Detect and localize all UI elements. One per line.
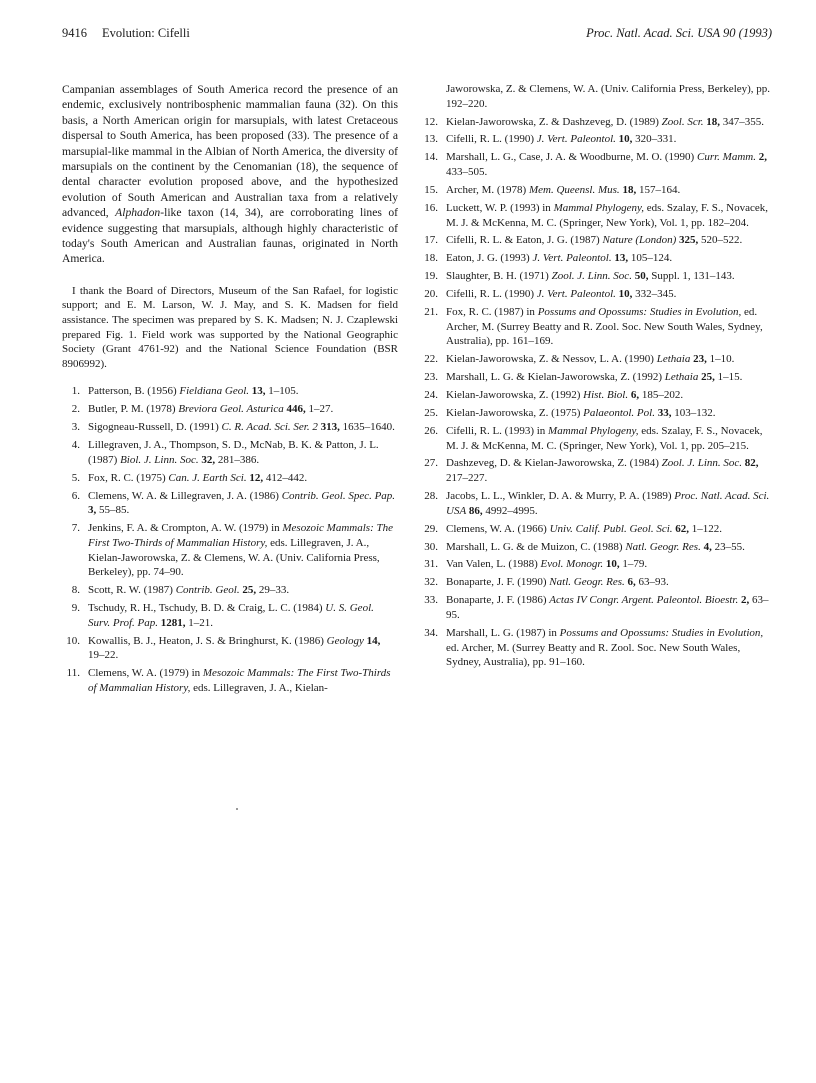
reference-pages: 520–522. xyxy=(698,234,743,247)
reference-authors: Archer, M. (1978) xyxy=(446,183,529,196)
reference-pages: 1–122. xyxy=(689,522,723,535)
reference-journal: Geology xyxy=(326,634,364,647)
reference-number: 6. xyxy=(71,489,80,502)
reference-item xyxy=(420,626,776,670)
reference-authors: Marshall, L. G. & de Muizon, C. (1988) xyxy=(446,540,626,553)
reference-journal: Zool. J. Linn. Soc. xyxy=(551,270,632,283)
reference-number: 28. xyxy=(424,490,438,503)
reference-journal: Fieldiana Geol. xyxy=(179,385,250,398)
reference-continuation xyxy=(420,82,776,111)
reference-number: 13. xyxy=(424,133,438,146)
reference-pages: 157–164. xyxy=(636,183,681,196)
reference-pages: 19–22. xyxy=(88,649,119,662)
reference-authors: Bonaparte, J. F. (1990) xyxy=(446,576,550,589)
reference-pages: 63–93. xyxy=(635,576,669,589)
reference-authors: Marshall, L. G. (1987) in xyxy=(446,626,560,639)
reference-pages: 332–345. xyxy=(632,288,677,301)
reference-authors: Scott, R. W. (1987) xyxy=(88,584,176,597)
journal-citation: Proc. Natl. Acad. Sci. USA 90 (1993) xyxy=(586,26,772,40)
reference-volume: 23, xyxy=(690,353,707,366)
reference-pages: 185–202. xyxy=(639,389,684,402)
reference-pages: 1–21. xyxy=(185,616,213,629)
body-text: -like taxon (14, 34), are corroborating lines of evidence suggesting that marsupials, although highly characteristic of today's South American and Australian faunas, originated in North America. xyxy=(62,206,398,266)
reference-item xyxy=(420,183,776,198)
reference-volume: 82, xyxy=(742,457,759,470)
reference-number: 24. xyxy=(424,389,438,402)
reference-authors: Slaughter, B. H. (1971) xyxy=(446,270,552,283)
reference-authors: Cifelli, R. L. (1993) in xyxy=(446,424,549,437)
reference-pages: 55–85. xyxy=(96,504,130,517)
reference-authors: Kielan-Jaworowska, Z. (1992) xyxy=(446,389,584,402)
reference-volume: 25, xyxy=(698,371,715,384)
reference-item xyxy=(62,583,398,598)
reference-pages: 1–10. xyxy=(706,353,735,366)
right-column xyxy=(420,82,776,673)
reference-item xyxy=(62,634,398,663)
reference-number: 34. xyxy=(424,626,438,639)
reference-pages: eds. Szalay, F. S., Novacek, M. J. & McKenna, M. C. (Springer, New York), Vol. 1, pp. 182–204. xyxy=(446,201,768,229)
reference-number: 17. xyxy=(424,234,438,247)
reference-volume: 1281, xyxy=(157,616,186,629)
reference-journal: Breviora Geol. Asturica xyxy=(178,403,284,416)
reference-number: 27. xyxy=(424,457,438,470)
reference-journal: Contrib. Geol. Spec. Pap. xyxy=(281,489,396,502)
reference-list-right xyxy=(420,82,776,670)
reference-item xyxy=(420,233,776,248)
reference-authors: Jenkins, F. A. & Crompton, A. W. (1979) in xyxy=(88,522,283,535)
reference-pages: eds. Szalay, F. S., Novacek, M. J. & McKenna, M. C. (Springer, New York), Vol. 1, pp. 205–215. xyxy=(446,424,763,452)
reference-item xyxy=(62,402,398,417)
reference-volume: 18, xyxy=(703,115,721,128)
reference-journal: Actas IV Congr. Argent. Paleontol. Bioestr. xyxy=(549,594,739,607)
reference-volume: 10, xyxy=(615,133,633,146)
reference-pages: 347–355. xyxy=(720,115,765,128)
reference-authors: Bonaparte, J. F. (1986) xyxy=(446,594,550,607)
reference-journal: Lethaia xyxy=(656,353,691,366)
reference-item xyxy=(420,201,776,230)
reference-number: 10. xyxy=(66,634,80,647)
reference-volume: 446, xyxy=(283,403,306,416)
reference-authors: Clemens, W. A. & Lillegraven, J. A. (1986) xyxy=(88,489,282,502)
reference-item xyxy=(420,115,776,130)
reference-journal: Nature (London) xyxy=(602,234,677,247)
reference-number: 31. xyxy=(424,558,438,571)
reference-number: 5. xyxy=(71,471,80,484)
reference-journal: Lethaia xyxy=(664,371,699,384)
reference-item xyxy=(420,575,776,590)
reference-volume: 18, xyxy=(619,183,637,196)
reference-volume: 2, xyxy=(755,151,767,164)
reference-item xyxy=(62,666,398,695)
reference-authors: Kielan-Jaworowska, Z. & Nessov, L. A. (1990) xyxy=(446,353,657,366)
reference-pages: 4992–4995. xyxy=(482,504,538,517)
reference-item xyxy=(420,388,776,403)
reference-journal: J. Vert. Paleontol. xyxy=(532,252,612,265)
reference-journal: Mem. Queensl. Mus. xyxy=(528,183,620,196)
reference-volume: 10, xyxy=(615,288,633,301)
reference-item xyxy=(62,438,398,467)
reference-item xyxy=(420,132,776,147)
reference-authors: Eaton, J. G. (1993) xyxy=(446,252,533,265)
body-text: Campanian assemblages of South America record the presence of an endemic, exclusively nontribosphenic mammalian fauna (32). On this basis, a North American origin for marsupials, with latest Cretaceous dispersal to South America, has been proposed (33). The presence of a marsupial-like mammal in the Albian of North America, the diversity of marsupials on the continent by the Cenomanian (18), the sequence of dental character evolution proposed above, and the hypothesized evolution of South American and Australian taxa from a relatively advanced, xyxy=(62,83,398,220)
reference-number: 33. xyxy=(424,594,438,607)
reference-item xyxy=(420,370,776,385)
reference-volume: 13, xyxy=(249,385,266,398)
reference-pages: 29–33. xyxy=(256,584,290,597)
reference-authors: Dashzeveg, D. & Kielan-Jaworowska, Z. (1984) xyxy=(446,457,662,470)
reference-volume: 62, xyxy=(672,522,690,535)
reference-item xyxy=(420,522,776,537)
reference-journal: Mesozoic Mammals: The First Two-Thirds of Mammalian History, xyxy=(88,667,391,694)
reference-authors: Fox, R. C. (1987) in xyxy=(446,306,538,319)
reference-pages: 23–55. xyxy=(711,540,745,553)
reference-pages: 1–105. xyxy=(265,385,299,398)
running-title: Evolution: Cifelli xyxy=(102,26,190,40)
reference-item xyxy=(62,521,398,580)
reference-pages: 1–15. xyxy=(714,371,743,384)
reference-volume: 4, xyxy=(700,540,712,553)
reference-authors: Butler, P. M. (1978) xyxy=(88,403,179,416)
reference-number: 9. xyxy=(71,602,80,615)
reference-number: 4. xyxy=(71,439,80,452)
page-number: 9416 xyxy=(62,26,87,40)
reference-journal: Possums and Opossums: Studies in Evolution, xyxy=(559,626,764,639)
reference-pages: 281–386. xyxy=(215,453,260,466)
reference-authors: Sigogneau-Russell, D. (1991) xyxy=(88,421,222,434)
reference-number: 23. xyxy=(424,371,438,384)
reference-list-left xyxy=(62,384,398,695)
reference-item xyxy=(62,384,398,399)
reference-journal: Curr. Mamm. xyxy=(696,151,756,164)
page-header xyxy=(62,26,772,46)
reference-journal: Evol. Monogr. xyxy=(540,558,604,571)
reference-journal: Biol. J. Linn. Soc. xyxy=(120,453,199,466)
reference-authors: Kielan-Jaworowska, Z. (1975) xyxy=(446,406,584,419)
reference-number: 3. xyxy=(71,421,80,434)
reference-item xyxy=(420,540,776,555)
reference-number: 7. xyxy=(71,522,80,535)
reference-item xyxy=(420,150,776,179)
reference-number: 25. xyxy=(424,406,438,419)
reference-journal: Univ. Calif. Publ. Geol. Sci. xyxy=(549,522,673,535)
reference-journal: U. S. Geol. Surv. Prof. Pap. xyxy=(88,602,374,629)
reference-number: 29. xyxy=(424,522,438,535)
reference-journal: Zool. J. Linn. Soc. xyxy=(661,457,743,470)
reference-item xyxy=(420,251,776,266)
reference-number: 18. xyxy=(424,252,438,265)
reference-authors: Tschudy, R. H., Tschudy, B. D. & Craig, L. C. (1984) xyxy=(88,602,326,615)
reference-number: 11. xyxy=(66,667,80,680)
reference-number: 32. xyxy=(424,576,438,589)
reference-volume: 12, xyxy=(246,471,264,484)
reference-volume: 25, xyxy=(239,584,257,597)
reference-pages: 103–132. xyxy=(671,406,716,419)
left-column xyxy=(62,82,398,699)
reference-item xyxy=(420,424,776,453)
reference-item xyxy=(62,601,398,630)
reference-number: 30. xyxy=(424,540,438,553)
reference-authors: Clemens, W. A. (1966) xyxy=(446,522,550,535)
reference-number: 20. xyxy=(424,288,438,301)
reference-number: 2. xyxy=(71,403,80,416)
reference-journal: Mammal Phylogeny, xyxy=(553,201,644,214)
reference-journal: Mammal Phylogeny, xyxy=(548,424,639,437)
reference-pages: 412–442. xyxy=(263,471,308,484)
reference-volume: 325, xyxy=(676,234,699,247)
reference-authors: Kowallis, B. J., Heaton, J. S. & Bringhurst, K. (1986) xyxy=(88,634,327,647)
reference-authors: Luckett, W. P. (1993) in xyxy=(446,201,554,214)
reference-pages: Suppl. 1, 131–143. xyxy=(648,270,735,283)
reference-journal: Zool. Scr. xyxy=(661,115,704,128)
reference-volume: 32, xyxy=(198,453,216,466)
reference-volume: 33, xyxy=(654,406,672,419)
reference-number: 1. xyxy=(71,385,80,398)
reference-number: 16. xyxy=(424,201,438,214)
reference-journal: J. Vert. Paleontol. xyxy=(536,288,616,301)
reference-item xyxy=(420,456,776,485)
reference-journal: Possums and Opossums: Studies in Evolution, xyxy=(537,306,742,319)
body-paragraph xyxy=(62,82,398,267)
reference-pages: eds. Lillegraven, J. A., Kielan-Jaworowska, Z. & Clemens, W. A. (Univ. California Press, Berkeley), pp. 74–90. xyxy=(88,536,380,579)
reference-authors: Jacobs, L. L., Winkler, D. A. & Murry, P. A. (1989) xyxy=(446,490,675,503)
reference-authors: Lillegraven, J. A., Thompson, S. D., McNab, B. K. & Patton, J. L. (1987) xyxy=(88,439,379,466)
reference-pages: eds. Lillegraven, J. A., Kielan- xyxy=(190,681,328,694)
reference-number: 14. xyxy=(424,151,438,164)
reference-item xyxy=(420,352,776,367)
reference-journal: Palaeontol. Pol. xyxy=(583,406,655,419)
reference-item xyxy=(420,269,776,284)
reference-pages: ed. Archer, M. (Surrey Beatty and R. Zool. Soc. New South Wales, Sydney, Australia), pp. 161–169. xyxy=(446,306,763,348)
reference-volume: 6, xyxy=(624,576,636,589)
reference-journal: Can. J. Earth Sci. xyxy=(168,471,247,484)
reference-pages: 1–27. xyxy=(305,403,334,416)
reference-item xyxy=(62,489,398,518)
reference-authors: Marshall, L. G. & Kielan-Jaworowska, Z. (1992) xyxy=(446,371,665,384)
reference-volume: 10, xyxy=(603,558,620,571)
reference-item xyxy=(62,471,398,486)
reference-journal: Mesozoic Mammals: The First Two-Thirds of Mammalian History, xyxy=(88,522,393,549)
reference-volume: 13, xyxy=(611,252,629,265)
reference-authors: Fox, R. C. (1975) xyxy=(88,471,169,484)
reference-text: Jaworowska, Z. & Clemens, W. A. (Univ. California Press, Berkeley), pp. 192–220. xyxy=(446,83,771,110)
reference-item xyxy=(420,489,776,518)
reference-pages: 433–505. xyxy=(446,166,488,179)
reference-pages: 63–95. xyxy=(446,594,769,621)
reference-authors: Cifelli, R. L. (1990) xyxy=(446,288,537,301)
reference-pages: 1635–1640. xyxy=(339,421,395,434)
reference-volume: 50, xyxy=(631,270,649,283)
reference-number: 21. xyxy=(424,306,438,319)
reference-item xyxy=(420,305,776,349)
reference-journal: J. Vert. Paleontol. xyxy=(536,133,616,146)
reference-number: 19. xyxy=(424,270,438,283)
reference-number: 26. xyxy=(424,424,438,437)
page-speck xyxy=(236,808,238,810)
reference-pages: 320–331. xyxy=(632,133,677,146)
reference-item xyxy=(62,420,398,435)
reference-item xyxy=(420,406,776,421)
reference-number: 12. xyxy=(424,115,438,128)
reference-number: 15. xyxy=(424,183,438,196)
reference-journal: Natl. Geogr. Res. xyxy=(625,540,701,553)
acknowledgment: I thank the Board of Directors, Museum of the San Rafael, for logistic support; and E. M. Larson, W. J. May, and S. K. Madsen for field assistance. The specimen was prepared by S. K. Madsen; N. J. Czaplewski prepared Fig. 1. Field work was supported by the National Geographic Society (Grant 4761-92) and the National Science Foundation (BSR 8906992). xyxy=(62,284,398,370)
reference-item xyxy=(420,593,776,622)
reference-volume: 86, xyxy=(466,504,483,517)
reference-number: 22. xyxy=(424,353,438,366)
reference-authors: Van Valen, L. (1988) xyxy=(446,558,541,571)
reference-item xyxy=(420,287,776,302)
reference-item xyxy=(420,557,776,572)
reference-pages: 217–227. xyxy=(446,472,488,485)
reference-pages: ed. Archer, M. (Surrey Beatty and R. Zool. Soc. New South Wales, Sydney, Australia), pp. 91–160. xyxy=(446,641,741,669)
reference-volume: 2, xyxy=(738,594,750,607)
reference-number: 8. xyxy=(71,584,80,597)
reference-journal: Natl. Geogr. Res. xyxy=(549,576,625,589)
reference-authors: Kielan-Jaworowska, Z. & Dashzeveg, D. (1989) xyxy=(446,115,662,128)
reference-authors: Patterson, B. (1956) xyxy=(88,385,180,398)
reference-authors: Cifelli, R. L. & Eaton, J. G. (1987) xyxy=(446,234,603,247)
reference-pages: 1–79. xyxy=(619,558,648,571)
reference-authors: Clemens, W. A. (1979) in xyxy=(88,667,203,680)
reference-volume: 313, xyxy=(317,421,340,434)
reference-authors: Cifelli, R. L. (1990) xyxy=(446,133,537,146)
reference-volume: 14, xyxy=(363,634,381,647)
reference-journal: Proc. Natl. Acad. Sci. USA xyxy=(446,490,770,517)
reference-volume: 6, xyxy=(628,389,640,402)
reference-authors: Marshall, L. G., Case, J. A. & Woodburne, M. O. (1990) xyxy=(446,151,697,164)
reference-pages: 105–124. xyxy=(628,252,673,265)
reference-journal: Contrib. Geol. xyxy=(175,584,240,597)
taxon-name: Alphadon xyxy=(115,206,161,220)
reference-volume: 3, xyxy=(88,504,97,517)
reference-journal: C. R. Acad. Sci. Ser. 2 xyxy=(221,421,318,434)
reference-journal: Hist. Biol. xyxy=(583,389,629,402)
